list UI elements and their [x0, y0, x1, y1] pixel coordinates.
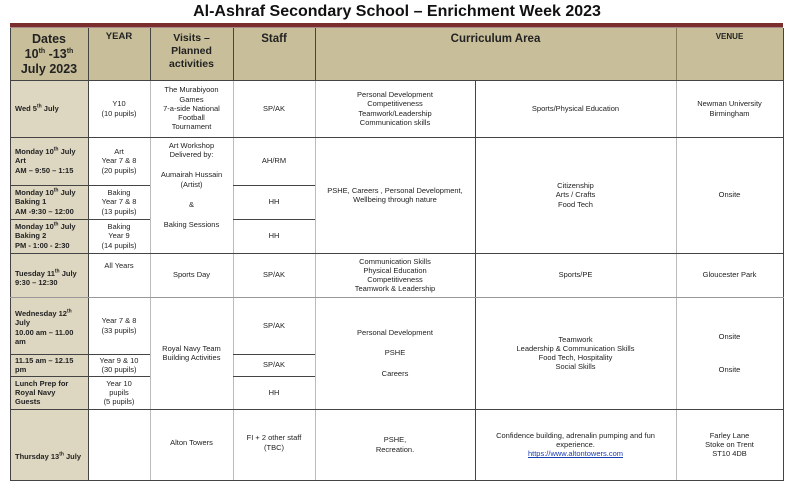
- subject-text: Teamwork: [558, 334, 593, 344]
- staff-text: SP/AK: [262, 360, 286, 370]
- curriculum-cell: [315, 137, 475, 253]
- year-cell: [88, 185, 150, 219]
- date-mon-baking1: [10, 185, 88, 219]
- visit-text: Football: [178, 113, 205, 123]
- staff-text: HH: [268, 231, 280, 241]
- visit-text: Delivered by:: [169, 150, 214, 160]
- date-text: Tuesday 11: [15, 268, 55, 278]
- date-text: July: [63, 451, 82, 461]
- staff-text: SP/AK: [262, 103, 286, 113]
- venue-cell: [676, 253, 783, 297]
- header-dates-line3: July 2023: [20, 62, 78, 76]
- date-line: Guests: [15, 397, 41, 407]
- curriculum-text: PSHE: [384, 348, 406, 358]
- subject-cell: [475, 137, 676, 253]
- year-text: (13 pupils): [101, 206, 137, 216]
- date-line: 10.00 am – 11.00: [15, 327, 74, 337]
- staff-cell: [233, 80, 315, 137]
- staff-text: HH: [268, 197, 280, 207]
- venue-text: Onsite: [718, 190, 741, 200]
- curriculum-cell: [315, 409, 475, 480]
- date-text: Wednesday 12: [15, 309, 67, 319]
- sup: th: [66, 308, 72, 315]
- header-venue-label: VENUE: [715, 32, 744, 41]
- subject-text: Confidence building, adrenalin pumping and fun: [496, 430, 655, 440]
- visit-text: (Artist): [180, 179, 203, 189]
- year-text: Year 9 & 10: [99, 355, 139, 365]
- visit-text: &: [188, 199, 194, 209]
- venue-text: ST10 4DB: [712, 449, 747, 459]
- year-text: (30 pupils): [101, 365, 137, 374]
- staff-text: HH: [268, 387, 280, 397]
- staff-text: (TBC): [264, 442, 284, 452]
- alton-towers-link[interactable]: https://www.altontowers.com: [527, 449, 624, 459]
- year-cell: [88, 219, 150, 253]
- grid-line: [783, 28, 784, 480]
- date-text: Monday 10: [15, 188, 54, 198]
- staff-cell: [233, 137, 315, 185]
- grid-line: [315, 28, 316, 80]
- date-wed-12-c: [10, 376, 88, 409]
- grid-line: [10, 28, 11, 480]
- grid-line: [10, 80, 784, 81]
- date-line: am: [15, 336, 26, 346]
- year-text: (20 pupils): [101, 165, 137, 175]
- sup: th: [36, 103, 42, 110]
- header-dates-line1: Dates: [31, 32, 67, 46]
- staff-cell: [233, 253, 315, 297]
- visit-text: Aumairah Hussain: [160, 170, 223, 180]
- date-line: [15, 452, 81, 461]
- subject-cell: [475, 80, 676, 137]
- sup: th: [53, 221, 59, 228]
- grid-line: [10, 376, 150, 377]
- date-text: Thursday 13: [15, 451, 60, 461]
- curriculum-cell: [315, 80, 475, 137]
- visit-text: Building Activities: [162, 353, 221, 362]
- grid-line: [10, 219, 150, 220]
- year-text: (10 pupils): [101, 108, 137, 118]
- subject-text: Food Tech: [558, 199, 593, 209]
- grid-line: [233, 219, 315, 220]
- sup: th: [66, 47, 74, 55]
- year-text: (33 pupils): [101, 325, 137, 335]
- subject-text: Arts / Crafts: [555, 190, 596, 200]
- subject-text: Social Skills: [555, 362, 596, 372]
- header-dates-start: 10: [24, 47, 39, 61]
- visit-cell: [150, 297, 233, 409]
- grid-line: [10, 253, 784, 254]
- date-line: [15, 269, 77, 278]
- subject-text: experience.: [556, 439, 595, 449]
- year-text: Year 7 & 8: [101, 197, 137, 207]
- header-staff-label: Staff: [261, 33, 287, 45]
- date-wed-5: [10, 80, 88, 137]
- date-line: [15, 147, 76, 156]
- staff-cell: [233, 297, 315, 354]
- staff-cell: [233, 354, 315, 376]
- date-mon-baking2: [10, 219, 88, 253]
- year-text: Baking: [107, 188, 131, 198]
- curriculum-text: Communication Skills: [359, 256, 431, 266]
- curriculum-cell: [315, 297, 475, 409]
- grid-line: [233, 185, 315, 186]
- year-text: Year 10: [106, 378, 132, 388]
- header-visits-line3: activities: [169, 58, 214, 70]
- venue-cell: [676, 409, 783, 480]
- sup: th: [54, 268, 60, 275]
- date-line: AM -9:30 – 12:00: [15, 206, 74, 216]
- grid-line: [233, 376, 315, 377]
- venue-text: Onsite: [718, 331, 741, 341]
- date-wed-5-text: [15, 104, 59, 113]
- curriculum-text: Personal Development: [357, 90, 433, 100]
- grid-line: [10, 480, 784, 481]
- staff-text: SP/AK: [262, 270, 286, 280]
- staff-cell: [233, 409, 315, 480]
- grid-line: [475, 80, 476, 480]
- header-year: [88, 28, 150, 80]
- staff-text: AH/RM: [261, 156, 287, 166]
- staff-text: FI + 2 other staff: [246, 433, 302, 443]
- grid-line: [10, 354, 150, 355]
- venue-text: Stoke on Trent: [705, 439, 754, 449]
- date-text: July: [58, 188, 76, 198]
- visit-text: Games: [179, 94, 204, 104]
- grid-line: [676, 80, 677, 480]
- venue-cell: [676, 137, 783, 253]
- year-cell: [88, 354, 150, 376]
- sup: th: [53, 187, 59, 194]
- document-title: Al-Ashraf Secondary School – Enrichment Week 2023: [193, 3, 601, 20]
- subject-text: Sports/Physical Education: [531, 103, 620, 113]
- subject-cell: [475, 297, 676, 409]
- visit-text: The Murabiyoon: [164, 85, 219, 95]
- date-mon-art: [10, 137, 88, 185]
- visit-cell: [150, 80, 233, 137]
- staff-text: SP/AK: [262, 320, 286, 330]
- grid-line: [10, 137, 784, 138]
- curriculum-text: Communication skills: [359, 117, 431, 127]
- subject-text: Leadership & Communication Skills: [516, 343, 635, 353]
- date-text: Wed 5: [15, 103, 37, 113]
- curriculum-text: Teamwork/Leadership: [358, 108, 432, 118]
- year-cell: [88, 297, 150, 354]
- date-text: July: [59, 268, 77, 278]
- header-dates-end: -13: [45, 47, 67, 61]
- curriculum-text: Competitiveness: [367, 99, 423, 109]
- venue-text: Newman University: [697, 99, 762, 109]
- year-cell: [88, 80, 150, 137]
- visit-text: Baking Sessions: [163, 220, 220, 230]
- year-text: Y10: [112, 99, 126, 109]
- curriculum-text: Physical Education: [363, 265, 427, 275]
- visit-cell: [150, 409, 233, 480]
- header-curriculum-label: Curriculum Area: [450, 33, 541, 45]
- year-cell: [88, 137, 150, 185]
- curriculum-text: Recreation.: [375, 444, 415, 454]
- subject-text: Sports/PE: [558, 270, 593, 280]
- date-thu-13: [10, 409, 88, 480]
- date-text: July: [41, 103, 59, 113]
- visit-text: 7-a-side National: [163, 103, 220, 113]
- curriculum-text: Competitiveness: [367, 275, 423, 284]
- sup: th: [59, 451, 64, 458]
- staff-cell: [233, 219, 315, 253]
- visit-cell: [150, 137, 233, 253]
- curriculum-text: Careers: [381, 368, 409, 378]
- year-text: Art: [114, 147, 124, 157]
- date-line: PM - 1:00 - 2:30: [15, 240, 70, 250]
- header-visits: [150, 28, 233, 80]
- curriculum-text: Teamwork & Leadership: [354, 284, 436, 294]
- grid-line: [233, 28, 234, 80]
- curriculum-text: PSHE, Careers , Personal Development,: [327, 185, 463, 195]
- date-text: Monday 10: [15, 147, 54, 157]
- date-line: AM – 9:50 – 1:15: [15, 165, 74, 175]
- curriculum-cell: [315, 253, 475, 297]
- date-line: 9:30 – 12:30: [15, 278, 58, 287]
- year-text: Year 7 & 8: [101, 156, 137, 166]
- date-line: July: [15, 318, 31, 328]
- grid-line: [88, 28, 89, 480]
- grid-line: [10, 297, 784, 298]
- grid-line: [150, 28, 151, 80]
- year-cell: [88, 253, 150, 297]
- date-line: Baking 1: [15, 197, 47, 207]
- year-cell: [88, 409, 150, 480]
- visit-text: Sports Day: [172, 270, 211, 280]
- date-wed-12-a: [10, 297, 88, 354]
- venue-text: Farley Lane: [709, 430, 750, 440]
- date-line: [15, 188, 76, 197]
- grid-line: [150, 80, 151, 480]
- venue-text: Gloucester Park: [702, 270, 757, 280]
- date-text: July: [58, 222, 76, 232]
- date-line: [15, 309, 72, 318]
- date-text: July: [58, 147, 76, 157]
- header-visits-line1: Visits –: [173, 32, 210, 44]
- date-line: pm: [15, 365, 27, 374]
- date-text: Monday 10: [15, 222, 54, 232]
- grid-line: [10, 185, 150, 186]
- visit-cell: [150, 253, 233, 297]
- date-line: [15, 222, 76, 231]
- date-line: Royal Navy: [15, 387, 56, 397]
- sup: th: [38, 47, 46, 55]
- curriculum-text: Wellbeing through nature: [353, 195, 437, 204]
- visit-text: Royal Navy Team: [162, 343, 221, 353]
- grid-line: [315, 80, 316, 480]
- subject-text: Food Tech, Hospitality: [538, 353, 613, 362]
- subject-text: Citizenship: [557, 181, 594, 191]
- year-text: (14 pupils): [101, 240, 137, 250]
- staff-cell: [233, 376, 315, 409]
- header-venue: [676, 28, 783, 80]
- year-text: Baking: [107, 222, 131, 232]
- staff-cell: [233, 185, 315, 219]
- visit-text: Alton Towers: [170, 437, 213, 447]
- venue-text: Birmingham: [709, 108, 750, 118]
- visit-text: Tournament: [171, 122, 212, 132]
- grid-line: [233, 80, 234, 480]
- header-staff: [233, 28, 315, 80]
- visit-text: Art Workshop: [168, 141, 215, 150]
- header-visits-line2: Planned: [171, 45, 212, 57]
- grid-line: [676, 28, 677, 80]
- year-text: Year 7 & 8: [101, 316, 137, 326]
- header-curriculum: [315, 28, 676, 80]
- year-text: All Years: [104, 261, 134, 270]
- date-line: 11.15 am – 12.15: [15, 355, 74, 365]
- date-line: Lunch Prep for: [15, 378, 69, 388]
- grid-line: [10, 409, 784, 410]
- venue-cell: [676, 80, 783, 137]
- curriculum-text: Personal Development: [357, 328, 433, 338]
- header-year-label: YEAR: [105, 31, 133, 42]
- sup: th: [53, 146, 59, 153]
- venue-cell: [676, 297, 783, 409]
- year-text: Year 9: [108, 231, 130, 241]
- subject-cell: [475, 253, 676, 297]
- curriculum-text: PSHE,: [383, 435, 407, 445]
- date-wed-12-b: [10, 354, 88, 376]
- date-line: Baking 2: [15, 231, 47, 241]
- grid-line: [233, 354, 315, 355]
- year-cell: [88, 376, 150, 409]
- venue-text: Onsite: [718, 365, 741, 374]
- header-dates: [10, 28, 88, 80]
- subject-cell: [475, 409, 676, 480]
- date-line: Art: [15, 156, 26, 166]
- year-text: pupils: [109, 387, 129, 397]
- year-text: (5 pupils): [103, 397, 135, 407]
- date-tue-11: [10, 253, 88, 297]
- header-dates-line2: [25, 47, 74, 62]
